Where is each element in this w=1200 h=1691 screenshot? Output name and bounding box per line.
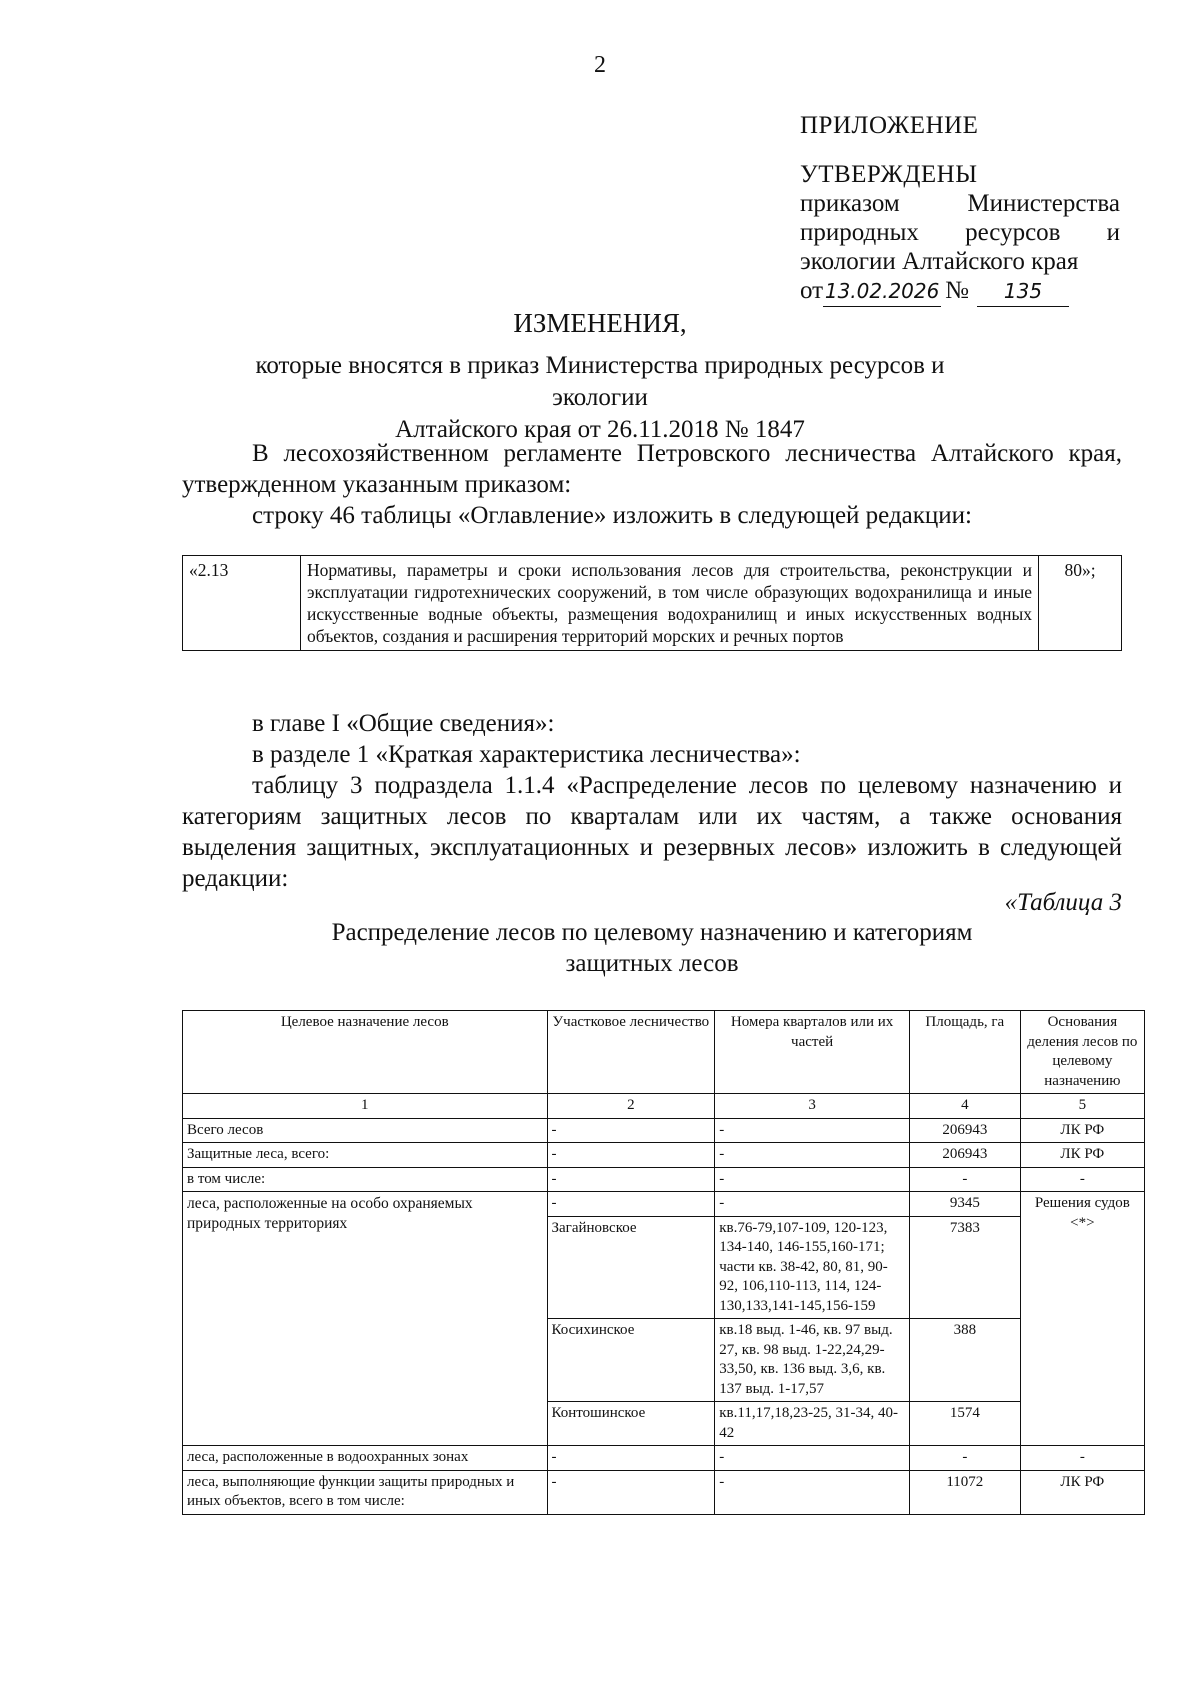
intro-line-1: В лесохозяйственном регламенте Петровского лесничества Алтайского края,: [252, 440, 1122, 467]
table-header-row: [183, 1011, 1145, 1094]
handwritten-number: 135: [977, 277, 1069, 307]
approval-date-line: [800, 276, 1120, 307]
section-line-4: редакции:: [182, 865, 289, 892]
cell-area: 9345: [909, 1192, 1020, 1217]
table-title: [182, 917, 1122, 979]
column-number-row: [183, 1094, 1145, 1119]
section-text: [182, 708, 1122, 894]
section-line-1: таблицу 3 подраздела 1.1.4 «Распределение лесов по целевому назначению и: [252, 772, 1122, 799]
cell-district: Загайновское: [547, 1216, 715, 1319]
cell-area: 206943: [909, 1118, 1020, 1143]
cell-basis: -: [1020, 1167, 1144, 1192]
approval-word-order: приказом: [800, 190, 900, 217]
cell-quarters: -: [715, 1167, 910, 1192]
cell-quarters: кв.76-79,107-109, 120-123, 134-140, 146-155,160-171; части кв. 38-42, 80, 81, 90-92, 106,110-113, 114, 124-130,133,141-145,156-159: [715, 1216, 910, 1319]
cell-purpose: Всего лесов: [183, 1118, 548, 1143]
table-row: [183, 1192, 1145, 1217]
cell-purpose: леса, расположенные в водоохранных зонах: [183, 1446, 548, 1471]
cell-basis: ЛК РФ: [1020, 1470, 1144, 1514]
table-label: «Таблица 3: [1004, 889, 1122, 916]
cell-district: Косихинское: [547, 1319, 715, 1402]
toc-row-text: Нормативы, параметры и сроки использования лесов для строительства, реконструкции и эксплуатации гидротехнических сооружений, в том числе образующих водохранилища и иные искусственные водные объекты, размещения водохранилищ и иных искусственных водных объектов, создания и расширения территорий морских и речных портов: [301, 556, 1039, 651]
subtitle-line-2: Алтайского края от 26.11.2018 № 1847: [395, 416, 805, 443]
forest-distribution-table: [182, 1010, 1145, 1515]
cell-quarters: -: [715, 1118, 910, 1143]
cell-basis: ЛК РФ: [1020, 1143, 1144, 1168]
cell-purpose: леса, выполняющие функции защиты природных и иных объектов, всего в том числе:: [183, 1470, 548, 1514]
document-subtitle: [230, 350, 970, 446]
table-row: [183, 1446, 1145, 1471]
toc-row-page: 80»;: [1039, 556, 1122, 651]
cell-quarters: кв.11,17,18,23-25, 31-34, 40-42: [715, 1402, 910, 1446]
cell-district: -: [547, 1470, 715, 1514]
intro-paragraph: [182, 438, 1122, 531]
cell-district: -: [547, 1446, 715, 1471]
chapter-line: в главе I «Общие сведения»:: [252, 710, 555, 737]
cell-basis-protected: Решения судов <*>: [1020, 1192, 1144, 1446]
approval-line-2: [800, 218, 1120, 247]
table-row: [183, 1118, 1145, 1143]
approval-word-and: и: [1106, 219, 1120, 246]
approval-title: УТВЕРЖДЕНЫ: [800, 161, 978, 188]
cell-area: 206943: [909, 1143, 1020, 1168]
date-prefix: от: [800, 277, 824, 304]
header-district: Участковое лесничество: [547, 1011, 715, 1094]
cell-district: -: [547, 1192, 715, 1217]
cell-basis: -: [1020, 1446, 1144, 1471]
cell-area: 11072: [909, 1470, 1020, 1514]
table-row: [183, 1143, 1145, 1168]
appendix-label: ПРИЛОЖЕНИЕ: [800, 112, 979, 139]
cell-district: -: [547, 1143, 715, 1168]
col-num-4: 4: [909, 1094, 1020, 1119]
table-row: [183, 1470, 1145, 1514]
cell-purpose: в том числе:: [183, 1167, 548, 1192]
subsection-line: в разделе 1 «Краткая характеристика лесничества»:: [252, 741, 801, 768]
approval-word-ministry: Министерства: [967, 190, 1120, 217]
intro-line-2: утвержденном указанным приказом:: [182, 471, 572, 498]
approval-line-1: [800, 189, 1120, 218]
approval-word-natural: природных: [800, 219, 919, 246]
cell-area: 1574: [909, 1402, 1020, 1446]
cell-quarters: -: [715, 1192, 910, 1217]
header-purpose: Целевое назначение лесов: [183, 1011, 548, 1094]
intro-line-3: строку 46 таблицы «Оглавление» изложить в следующей редакции:: [252, 502, 972, 529]
cell-area: -: [909, 1167, 1020, 1192]
col-num-1: 1: [183, 1094, 548, 1119]
section-line-3: выделения защитных, эксплуатационных и резервных лесов» изложить в следующей: [182, 834, 1122, 861]
cell-quarters: -: [715, 1446, 910, 1471]
document-title: ИЗМЕНЕНИЯ,: [513, 308, 687, 338]
col-num-3: 3: [715, 1094, 910, 1119]
handwritten-date: 13.02.2026: [823, 277, 941, 307]
cell-area: -: [909, 1446, 1020, 1471]
cell-quarters: -: [715, 1470, 910, 1514]
cell-quarters: кв.18 выд. 1-46, кв. 97 выд. 27, кв. 98 выд. 1-22,24,29-33,50, кв. 136 выд. 3,6, кв. 137 выд. 1-17,57: [715, 1319, 910, 1402]
col-num-5: 5: [1020, 1094, 1144, 1119]
cell-district: Контошинское: [547, 1402, 715, 1446]
cell-area: 388: [909, 1319, 1020, 1402]
cell-purpose: Защитные леса, всего:: [183, 1143, 548, 1168]
page-number: 2: [594, 52, 606, 78]
header-area: Площадь, га: [909, 1011, 1020, 1094]
approval-block: [800, 160, 1120, 307]
toc-row: [183, 556, 1122, 651]
table-row: [183, 1167, 1145, 1192]
cell-area: 7383: [909, 1216, 1020, 1319]
cell-district: -: [547, 1118, 715, 1143]
header-basis: Основания деления лесов по целевому назначению: [1020, 1011, 1144, 1094]
cell-purpose-protected: леса, расположенные на особо охраняемых природных территориях: [183, 1192, 548, 1446]
approval-line-3: экологии Алтайского края: [800, 248, 1079, 275]
header-quarters: Номера кварталов или их частей: [715, 1011, 910, 1094]
subtitle-line-1: которые вносятся в приказ Министерства природных ресурсов и экологии: [255, 352, 945, 411]
section-line-2: категориям защитных лесов по кварталам или их частям, а также основания: [182, 803, 1122, 830]
toc-row-number: «2.13: [183, 556, 301, 651]
approval-word-resources: ресурсов: [965, 219, 1061, 246]
toc-table: [182, 555, 1122, 651]
table-title-line-2: защитных лесов: [565, 950, 739, 977]
cell-district: -: [547, 1167, 715, 1192]
table-title-line-1: Распределение лесов по целевому назначению и категориям: [331, 919, 973, 946]
cell-quarters: -: [715, 1143, 910, 1168]
cell-basis: ЛК РФ: [1020, 1118, 1144, 1143]
number-label: №: [945, 277, 969, 304]
col-num-2: 2: [547, 1094, 715, 1119]
